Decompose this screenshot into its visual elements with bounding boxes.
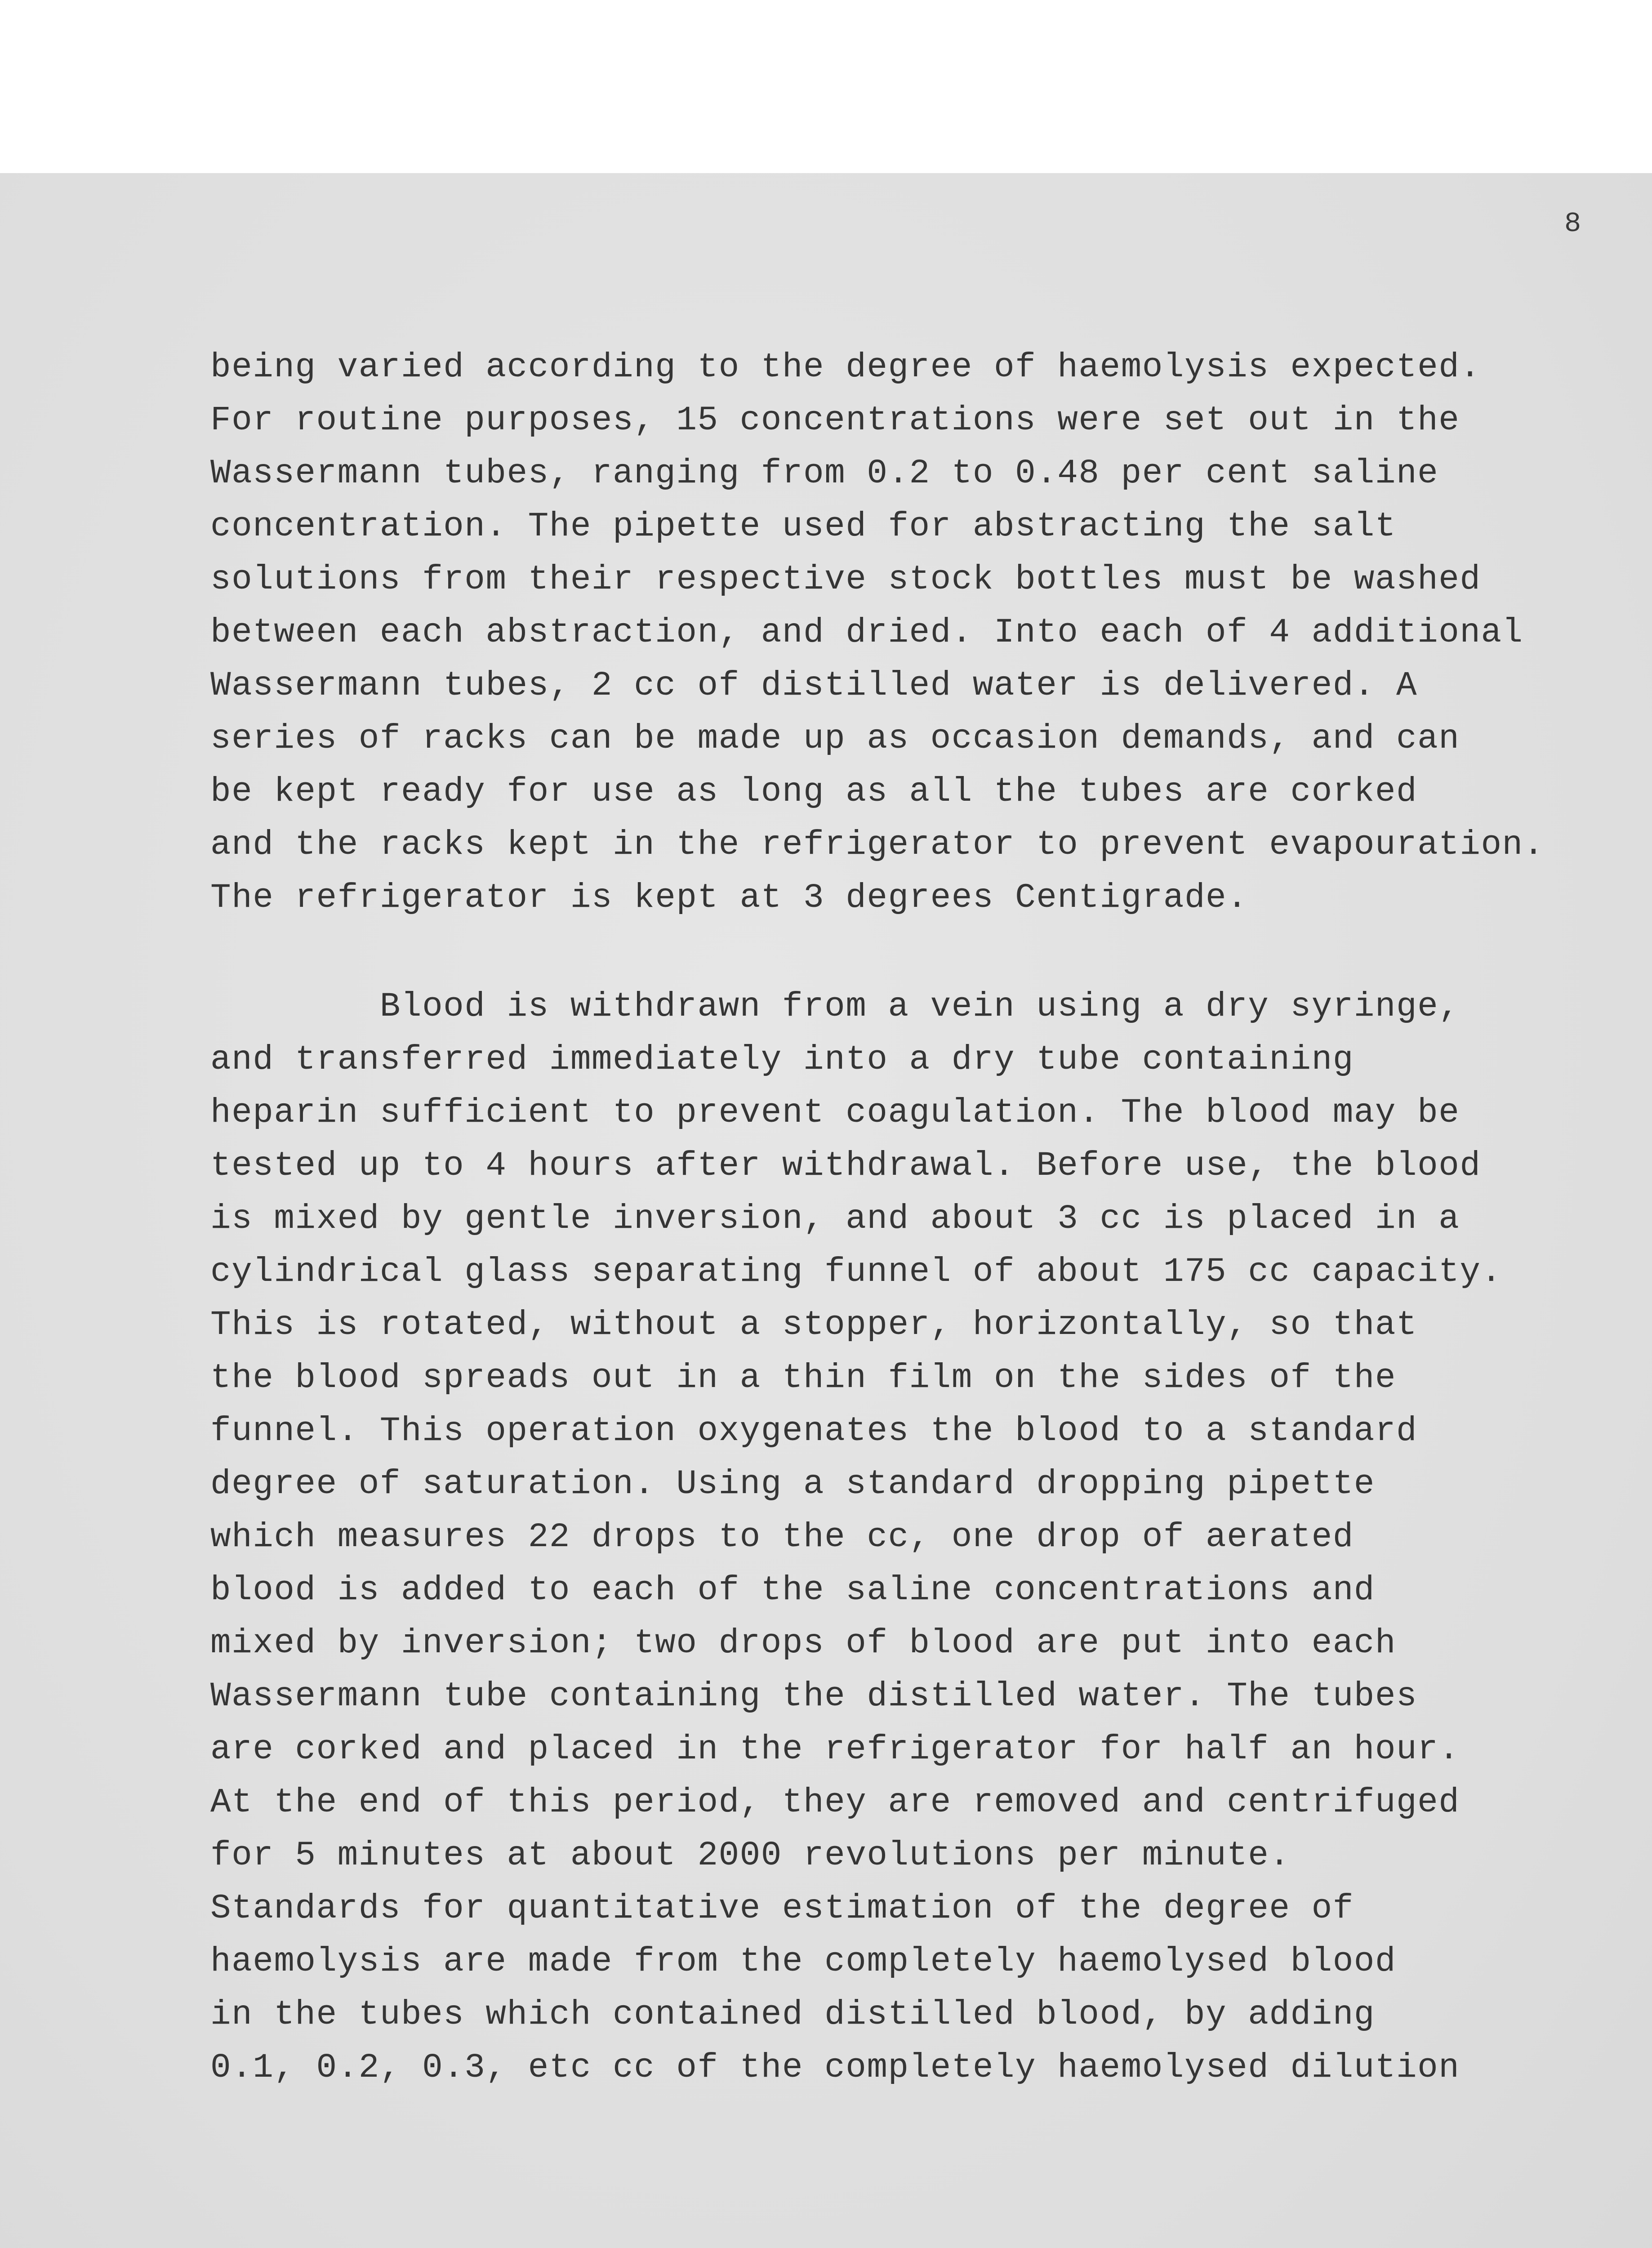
text-line: concentration. The pipette used for abstracting the salt xyxy=(210,507,1397,546)
text-line: which measures 22 drops to the cc, one drop of aerated xyxy=(210,1518,1354,1557)
text-line: blood is added to each of the saline concentrations and xyxy=(210,1571,1375,1610)
text-line: be kept ready for use as long as all the tubes are corked xyxy=(210,772,1418,811)
text-line: Wassermann tube containing the distilled water. The tubes xyxy=(210,1677,1418,1716)
text-line: For routine purposes, 15 concentrations were set out in the xyxy=(210,401,1460,440)
text-line: between each abstraction, and dried. Into each of 4 additional xyxy=(210,613,1523,652)
text-line: being varied according to the degree of haemolysis expected. xyxy=(210,348,1481,387)
text-line: Blood is withdrawn from a vein using a dry syringe, xyxy=(210,987,1460,1026)
text-line: cylindrical glass separating funnel of about 175 cc capacity. xyxy=(210,1253,1502,1291)
text-line: At the end of this period, they are removed and centrifuged xyxy=(210,1783,1460,1822)
text-line: Standards for quantitative estimation of the degree of xyxy=(210,1889,1354,1928)
text-line: Wassermann tubes, ranging from 0.2 to 0.48 per cent saline xyxy=(210,454,1439,493)
paragraph-1 xyxy=(210,341,1545,924)
page-number: 8 xyxy=(1564,208,1581,240)
text-line: degree of saturation. Using a standard dropping pipette xyxy=(210,1465,1375,1503)
text-line: solutions from their respective stock bottles must be washed xyxy=(210,560,1481,599)
text-line: in the tubes which contained distilled blood, by adding xyxy=(210,1995,1375,2034)
paragraph-2 xyxy=(210,980,1502,2094)
text-line: This is rotated, without a stopper, horizontally, so that xyxy=(210,1306,1418,1344)
text-line: series of racks can be made up as occasion demands, and can xyxy=(210,719,1460,758)
text-line: haemolysis are made from the completely haemolysed blood xyxy=(210,1942,1397,1981)
text-line: tested up to 4 hours after withdrawal. Before use, the blood xyxy=(210,1146,1481,1185)
text-line: are corked and placed in the refrigerator for half an hour. xyxy=(210,1730,1460,1769)
text-line: The refrigerator is kept at 3 degrees Centigrade. xyxy=(210,879,1248,917)
text-line: mixed by inversion; two drops of blood are put into each xyxy=(210,1624,1397,1663)
text-line: is mixed by gentle inversion, and about 3 cc is placed in a xyxy=(210,1200,1460,1238)
text-line: and the racks kept in the refrigerator to prevent evapouration. xyxy=(210,825,1545,864)
text-line: 0.1, 0.2, 0.3, etc cc of the completely haemolysed dilution xyxy=(210,2048,1460,2087)
text-line: Wassermann tubes, 2 cc of distilled water is delivered. A xyxy=(210,666,1418,705)
text-line: for 5 minutes at about 2000 revolutions per minute. xyxy=(210,1836,1291,1875)
text-line: funnel. This operation oxygenates the blood to a standard xyxy=(210,1412,1418,1450)
text-line: heparin sufficient to prevent coagulation. The blood may be xyxy=(210,1093,1460,1132)
text-line: and transferred immediately into a dry tube containing xyxy=(210,1040,1354,1079)
text-line: the blood spreads out in a thin film on the sides of the xyxy=(210,1359,1397,1397)
